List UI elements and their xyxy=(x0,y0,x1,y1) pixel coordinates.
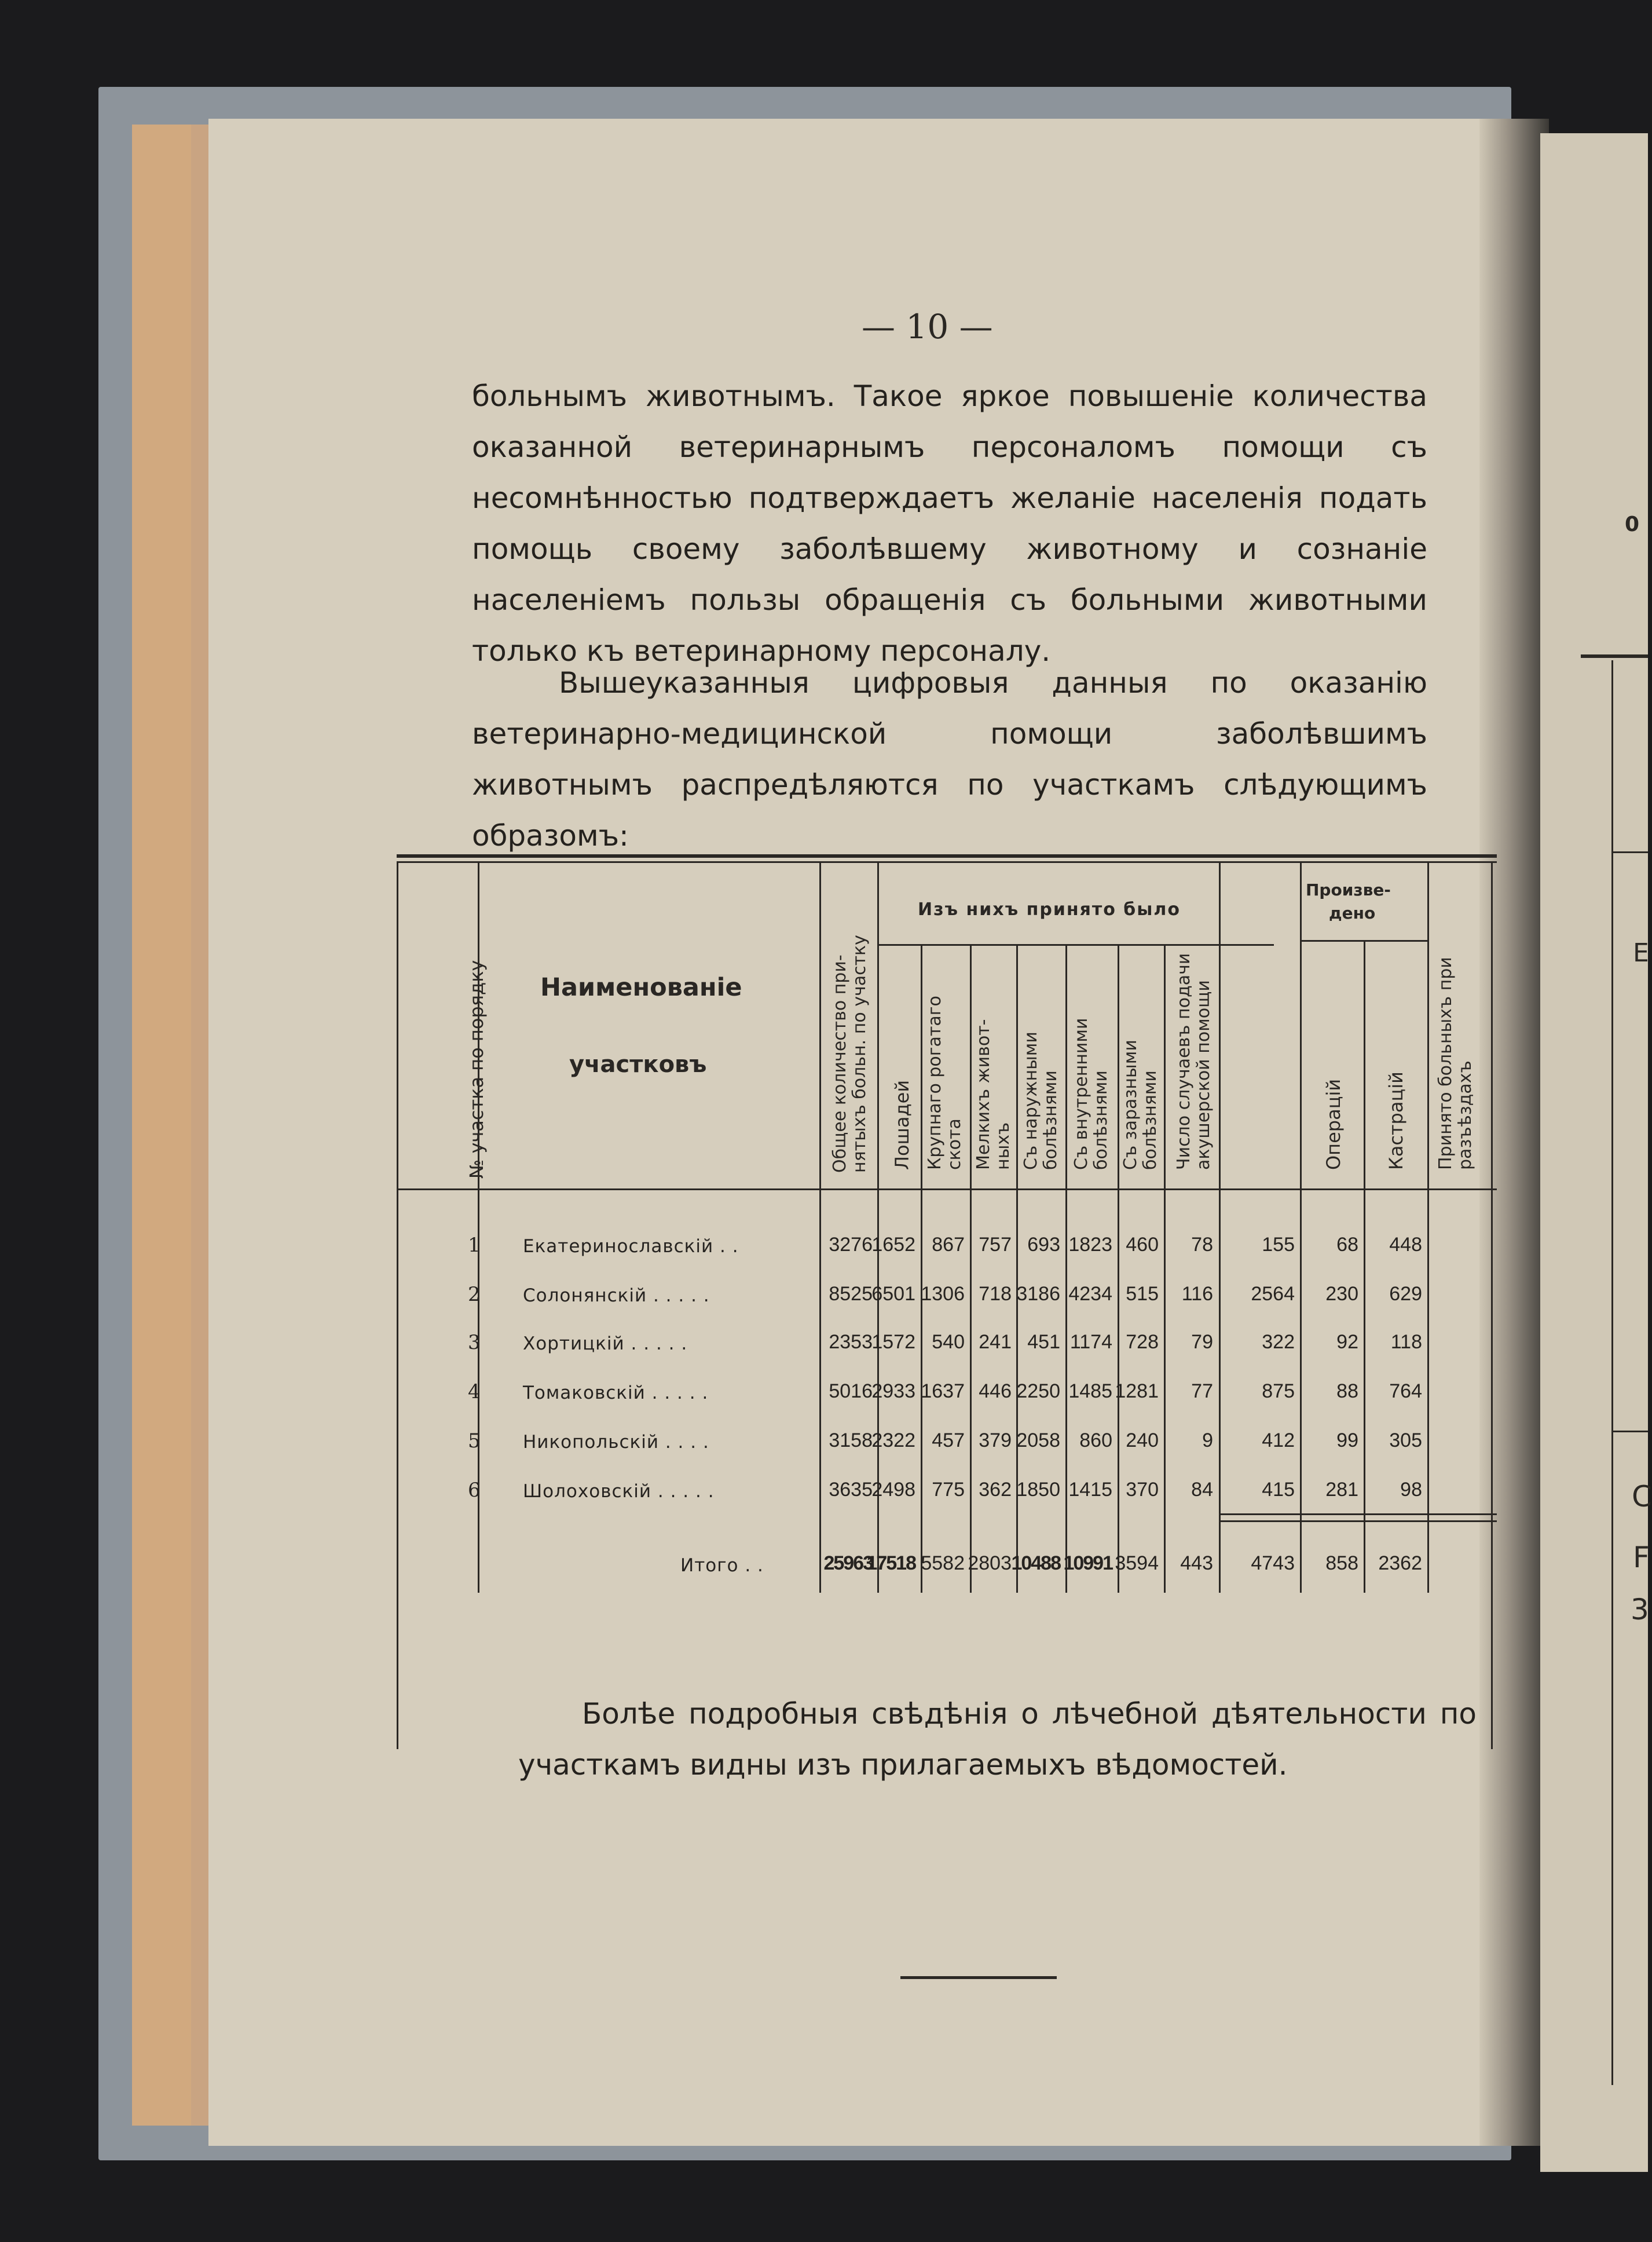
header-group-received: Изъ нихъ принято было xyxy=(918,899,1181,920)
table-cell: 860 xyxy=(1079,1429,1112,1451)
header-cattle-line1: Крупнаго рогатаго xyxy=(925,996,945,1170)
table-cell: 1823 xyxy=(1068,1234,1112,1256)
header-internal-line2: болѣзнями xyxy=(1091,1070,1111,1170)
total-cell: 10991 xyxy=(1063,1552,1112,1574)
table-cell: 415 xyxy=(1262,1479,1295,1501)
row-number: 5 xyxy=(468,1429,481,1453)
table-cell: 775 xyxy=(932,1479,965,1501)
column-rule xyxy=(1219,863,1221,1593)
table-cell: 867 xyxy=(932,1234,965,1256)
district-name: Томаковскiй . . . . . xyxy=(523,1382,709,1403)
table-cell: 718 xyxy=(979,1283,1012,1305)
header-performed-line1: Произве- xyxy=(1306,880,1391,899)
total-cell: 2803 xyxy=(968,1552,1012,1574)
table-cell: 6501 xyxy=(871,1283,915,1305)
header-obstetric-line2: акушерской помощи xyxy=(1193,980,1214,1170)
facing-page-fragment: 3 xyxy=(1631,1593,1649,1626)
district-statistics-table xyxy=(397,854,1497,1749)
paragraph-1: больнымъ животнымъ. Такое яркое повышенiе количества оказанной ветеринарнымъ персоналомъ помощи съ несомнѣнностью подтверждаетъ желанiе населенiя подать помощь своему заболѣвшему животному и сознанiе населенiемъ пользы обращенiя съ больными животными только къ ветеринарному персоналу. xyxy=(472,379,1427,668)
total-label: Итого . . xyxy=(680,1555,764,1576)
table-cell: 68 xyxy=(1336,1234,1358,1256)
table-cell: 2564 xyxy=(1251,1283,1295,1305)
table-cell: 379 xyxy=(979,1429,1012,1451)
header-performed-line2: дено xyxy=(1329,904,1376,923)
table-cell: 448 xyxy=(1389,1234,1422,1256)
group-header-rule xyxy=(877,944,1274,946)
table-cell: 241 xyxy=(979,1331,1012,1353)
table-cell: 155 xyxy=(1262,1234,1295,1256)
facing-page-fragment: E xyxy=(1633,938,1649,968)
column-rule xyxy=(1491,863,1493,1749)
paragraph-2: Вышеуказанныя цифровыя данныя по оказанiю ветеринарно-медицинской помощи заболѣвшимъ животнымъ распредѣляются по участкамъ слѣдующимъ образомъ: xyxy=(472,666,1427,853)
table-cell: 99 xyxy=(1336,1429,1358,1451)
table-cell: 446 xyxy=(979,1380,1012,1402)
table-cell: 457 xyxy=(932,1429,965,1451)
table-cell: 79 xyxy=(1191,1331,1213,1353)
facing-page-rule xyxy=(1611,1431,1648,1432)
table-cell: 3635 xyxy=(829,1479,873,1501)
header-castrations: Кастрацiй xyxy=(1385,1071,1407,1170)
table-cell: 1174 xyxy=(1069,1331,1112,1353)
table-cell: 84 xyxy=(1191,1479,1213,1501)
header-contagious-line2: болѣзнями xyxy=(1140,1070,1160,1170)
table-cell: 540 xyxy=(932,1331,965,1353)
table-cell: 118 xyxy=(1390,1331,1422,1353)
table-cell: 370 xyxy=(1126,1479,1159,1501)
row-number: 1 xyxy=(468,1234,481,1257)
header-trips-line2: разъѣздахъ xyxy=(1455,1060,1475,1170)
row-number: 2 xyxy=(468,1283,481,1306)
table-cell: 78 xyxy=(1191,1234,1213,1256)
header-external-line2: болѣзнями xyxy=(1041,1070,1061,1170)
paragraph-3: Болѣе подробныя свѣдѣнiя о лѣчебной дѣятельности по участкамъ видны изъ прилагаемыхъ вѣдомостей. xyxy=(518,1697,1477,1782)
header-horses: Лошадей xyxy=(891,1080,913,1170)
table-cell: 3276 xyxy=(829,1234,873,1256)
table-cell: 2933 xyxy=(871,1380,915,1402)
table-cell: 2498 xyxy=(871,1479,915,1501)
table-cell: 757 xyxy=(979,1234,1012,1256)
table-cell: 2353 xyxy=(829,1331,873,1353)
column-rule xyxy=(1427,863,1429,1593)
table-cell: 9 xyxy=(1202,1429,1213,1451)
district-name: Шолоховскiй . . . . . xyxy=(523,1481,715,1502)
total-rule xyxy=(1219,1513,1497,1515)
header-small-line1: Мелкихъ живот- xyxy=(973,1019,994,1170)
table-cell: 322 xyxy=(1262,1331,1295,1353)
table-cell: 728 xyxy=(1126,1331,1159,1353)
table-cell: 2250 xyxy=(1016,1380,1060,1402)
table-cell: 460 xyxy=(1126,1234,1159,1256)
table-cell: 764 xyxy=(1389,1380,1422,1402)
table-cell: 4234 xyxy=(1068,1283,1112,1305)
table-cell: 412 xyxy=(1262,1429,1295,1451)
district-name: Никопольскiй . . . . xyxy=(523,1432,709,1453)
table-cell: 98 xyxy=(1400,1479,1422,1501)
table-cell: 1637 xyxy=(921,1380,965,1402)
page-number: — 10 — xyxy=(862,307,993,346)
table-cell: 451 xyxy=(1027,1331,1060,1353)
header-district-number: № участка по порядку xyxy=(466,960,488,1179)
total-cell: 4743 xyxy=(1251,1552,1295,1574)
page-stack-edge xyxy=(191,125,208,2126)
header-total-line1: Общее количество при- xyxy=(830,954,850,1173)
table-cell: 88 xyxy=(1336,1380,1358,1402)
facing-page-rule xyxy=(1611,851,1648,853)
header-trips-line1: Принято больныхъ при xyxy=(1435,957,1456,1170)
column-rule xyxy=(397,863,398,1749)
total-cell: 17518 xyxy=(866,1552,915,1574)
header-name-line2: участковъ xyxy=(569,1051,707,1078)
table-cell: 92 xyxy=(1336,1331,1358,1353)
table-cell: 1572 xyxy=(871,1331,915,1353)
table-cell: 1485 xyxy=(1068,1380,1112,1402)
table-top-rule xyxy=(397,854,1497,858)
facing-page-fragment: F xyxy=(1633,1541,1650,1574)
table-cell: 77 xyxy=(1191,1380,1213,1402)
table-cell: 515 xyxy=(1126,1283,1159,1305)
total-cell: 10488 xyxy=(1011,1552,1060,1574)
table-cell: 2322 xyxy=(871,1429,915,1451)
row-number: 6 xyxy=(468,1479,481,1502)
table-cell: 5016 xyxy=(829,1380,873,1402)
end-rule xyxy=(900,1976,1057,1979)
district-name: Солонянскiй . . . . . xyxy=(523,1285,710,1306)
table-cell: 2058 xyxy=(1016,1429,1060,1451)
table-cell: 875 xyxy=(1262,1380,1295,1402)
table-cell: 8525 xyxy=(829,1283,873,1305)
total-cell: 858 xyxy=(1325,1552,1358,1574)
table-cell: 305 xyxy=(1389,1429,1422,1451)
header-contagious-line1: Съ заразными xyxy=(1120,1040,1141,1170)
district-name: Хортицкiй . . . . . xyxy=(523,1333,688,1354)
table-cell: 629 xyxy=(1389,1283,1422,1305)
facing-page-rule xyxy=(1611,660,1613,2085)
total-cell: 2362 xyxy=(1378,1552,1422,1574)
table-cell: 1652 xyxy=(871,1234,915,1256)
table-cell: 1306 xyxy=(921,1283,965,1305)
facing-page-fragment: 0 xyxy=(1625,513,1640,536)
facing-page-rule xyxy=(1581,654,1648,658)
header-internal-line1: Съ внутренними xyxy=(1071,1018,1091,1170)
header-total-line2: нятыхъ больн. по участку xyxy=(849,935,870,1173)
total-rule xyxy=(1219,1520,1497,1522)
total-cell: 5582 xyxy=(921,1552,965,1574)
header-small-line2: ныхъ xyxy=(993,1122,1013,1170)
table-cell: 3158 xyxy=(829,1429,873,1451)
row-number: 4 xyxy=(468,1380,481,1403)
table-cell: 240 xyxy=(1126,1429,1159,1451)
total-cell: 443 xyxy=(1180,1552,1213,1574)
header-external-line1: Съ наружными xyxy=(1021,1032,1041,1170)
total-cell: 25963 xyxy=(823,1552,873,1574)
header-obstetric-line1: Число случаевъ подачи xyxy=(1174,953,1194,1170)
district-name: Екатеринославскiй . . xyxy=(523,1236,739,1257)
table-cell: 362 xyxy=(979,1479,1012,1501)
table-cell: 281 xyxy=(1325,1479,1358,1501)
table-cell: 1415 xyxy=(1068,1479,1112,1501)
facing-page-fragment: C xyxy=(1632,1480,1652,1513)
total-cell: 3594 xyxy=(1115,1552,1159,1574)
table-cell: 116 xyxy=(1181,1283,1213,1305)
table-top-rule xyxy=(397,861,1497,863)
header-name-line1: Наименованiе xyxy=(540,973,742,1002)
table-cell: 3186 xyxy=(1016,1283,1060,1305)
header-cattle-line2: скота xyxy=(944,1118,965,1170)
table-cell: 693 xyxy=(1027,1234,1060,1256)
table-cell: 1281 xyxy=(1115,1380,1159,1402)
row-number: 3 xyxy=(468,1331,481,1354)
header-bottom-rule xyxy=(397,1188,1497,1190)
table-cell: 230 xyxy=(1325,1283,1358,1305)
header-operations: Операцiй xyxy=(1323,1078,1345,1170)
facing-page xyxy=(1540,133,1648,2172)
table-cell: 1850 xyxy=(1016,1479,1060,1501)
